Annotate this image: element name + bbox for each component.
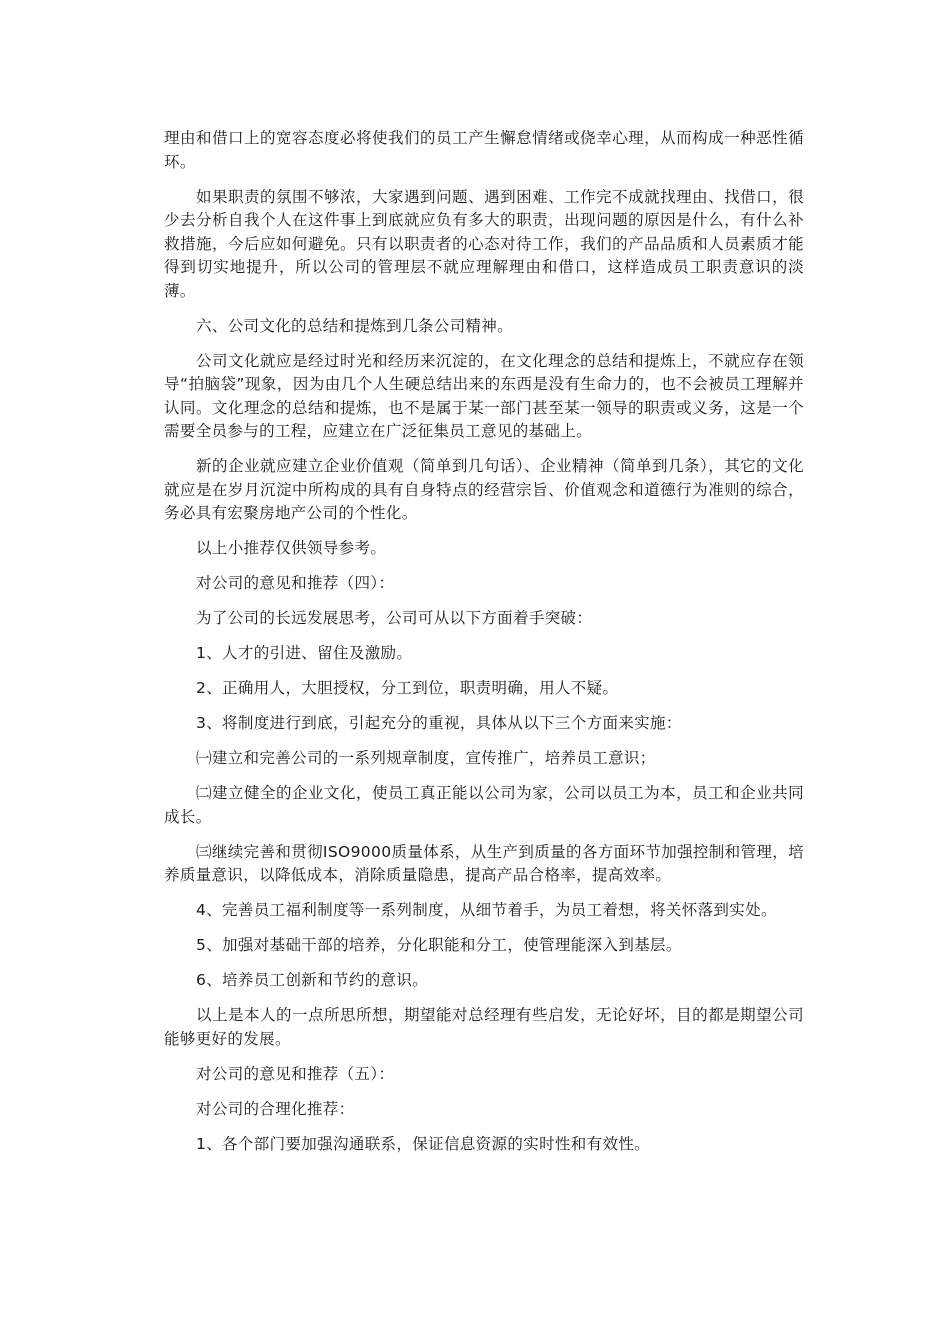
sub-list-item: ㈡建立健全的企业文化，使员工真正能以公司为家，公司以员工为本，员工和企业共同成长。 (164, 784, 804, 826)
paragraph: 对公司的合理化推荐： (196, 1099, 355, 1118)
list-item: 5、加强对基础干部的培养，分化职能和分工，使管理能深入到基层。 (196, 936, 682, 954)
paragraph: 如果职责的氛围不够浓，大家遇到问题、遇到困难、工作完不成就找理由、找借口，很少去分析自我个人在这件事上到底就应负有多大的职责，出现问题的原因是什么，有什么补救措施，今后应如何避免。只有以职责者的心态对待工作，我们的产品品质和人员素质才能得到切实地提升，所以公司的管理层不就应理解理由和借口，这样造成员工职责意识的淡薄。 (164, 187, 804, 300)
list-item: 2、正确用人，大胆授权，分工到位，职责明确，用人不疑。 (196, 679, 619, 697)
paragraph: 以上是本人的一点所思所想，期望能对总经理有些启发，无论好坏，目的都是期望公司能够更好的发展。 (164, 1006, 804, 1048)
paragraph: 以上小推荐仅供领导参考。 (196, 539, 387, 557)
section-heading: 对公司的意见和推荐（四）： (196, 574, 395, 592)
list-item: 4、完善员工福利制度等一系列制度，从细节着手，为员工着想，将关怀落到实处。 (196, 901, 777, 919)
section-heading: 六、公司文化的总结和提炼到几条公司精神。 (196, 316, 514, 335)
paragraph: 为了公司的长远发展思考，公司可从以下方面着手突破： (196, 609, 593, 627)
list-item: 6、培养员工创新和节约的意识。 (196, 971, 429, 989)
list-item: 1、人才的引进、留住及激励。 (196, 644, 413, 662)
document-body (164, 127, 804, 1168)
list-item: 1、各个部门要加强沟通联系，保证信息资源的实时性和有效性。 (196, 1134, 651, 1153)
section-heading: 对公司的意见和推荐（五）： (196, 1064, 395, 1083)
sub-list-item: ㈢继续完善和贯彻ISO9000质量体系，从生产到质量的各方面环节加强控制和管理，培养质量意识，以降低成本，消除质量隐患，提高产品合格率，提高效率。 (164, 842, 804, 884)
paragraph-continuation: 理由和借口上的宽容态度必将使我们的员工产生懈怠情绪或侥幸心理，从而构成一种恶性循环。 (164, 129, 804, 171)
list-item: 3、将制度进行到底，引起充分的重视，具体从以下三个方面来实施： (196, 714, 682, 732)
paragraph: 公司文化就应是经过时光和经历来沉淀的，在文化理念的总结和提炼上，不就应存在领导“拍脑袋”现象，因为由几个人生硬总结出来的东西是没有生命力的，也不会被员工理解并认同。文化理念的总结和提炼，也不是属于某一部门甚至某一领导的职责或义务，这是一个需要全员参与的工程，应建立在广泛征集员工意见的基础上。 (164, 351, 804, 440)
sub-list-item: ㈠建立和完善公司的一系列规章制度，宣传推广，培养员工意识； (196, 749, 656, 767)
paragraph: 新的企业就应建立企业价值观（简单到几句话）、企业精神（简单到几条），其它的文化就应是在岁月沉淀中所构成的具有自身特点的经营宗旨、价值观念和道德行为准则的综合，务必具有宏聚房地产公司的个性化。 (164, 457, 804, 522)
